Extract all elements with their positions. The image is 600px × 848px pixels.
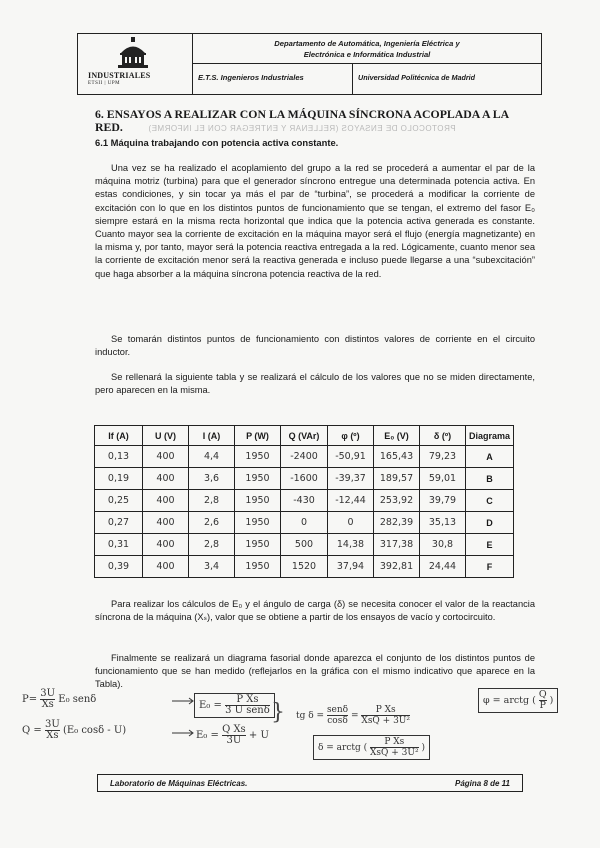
bleed-through-text: PROTOCOLO DE ENSAYOS (RELLENAR Y ENTREGAR CON EL INFORME) [148, 124, 456, 133]
diagram-label: D [466, 512, 514, 534]
table-cell: 500 [281, 534, 328, 556]
table-cell: 2,8 [189, 490, 235, 512]
hw-denominator: Xs [41, 699, 54, 710]
hw-text: φ = arctg ( [483, 695, 536, 706]
hw-numerator: P Xs [370, 737, 419, 748]
table-header-cell: If (A) [95, 426, 143, 446]
hw-text: = [350, 711, 359, 721]
table-row [95, 468, 514, 490]
hw-numerator: 3U [40, 688, 56, 699]
paragraph-2: Se tomarán distintos puntos de funcionamiento con distintos valores de corriente en el circuito inductor. [95, 334, 535, 358]
diagram-label: C [466, 490, 514, 512]
table-header-cell: δ (º) [420, 426, 466, 446]
table-cell: 0,13 [95, 446, 143, 468]
hw-text: δ = arctg ( [318, 743, 368, 753]
table-cell: 1950 [235, 556, 281, 578]
table-cell: 392,81 [374, 556, 420, 578]
hw-fraction [225, 695, 270, 716]
handwritten-phi-formula [478, 688, 558, 713]
table-header-cell: P (W) [235, 426, 281, 446]
hw-fraction [539, 690, 547, 711]
hw-text: E₀ senδ [58, 694, 97, 705]
table-row [95, 490, 514, 512]
table-header-cell: U (V) [143, 426, 189, 446]
table-cell: 3,6 [189, 468, 235, 490]
hw-denominator: cosδ [327, 716, 348, 726]
paragraph-5: Finalmente se realizará un diagrama fasorial donde aparezca el conjunto de los distintos puntos de funcionamiento que se han medido (reflejarlos en la gráfica con el mismo indicativo que aparece en la Tabla). [95, 653, 535, 690]
hw-denominator: 3U [226, 735, 242, 746]
table-cell: 1950 [235, 468, 281, 490]
hw-denominator: 3 U senδ [225, 705, 270, 716]
table-cell: 0,25 [95, 490, 143, 512]
hw-text: E₀ = [196, 730, 219, 741]
paragraph-4: Para realizar los cálculos de E₀ y el ángulo de carga (δ) se necesita conocer el valor de la reactancia síncrona de la máquina (Xₛ), valor que se obtiene a partir de los ensayos de vacío y cortocircuito. [95, 599, 535, 623]
section-title: 6. ENSAYOS A REALIZAR CON LA MÁQUINA SÍNCRONA ACOPLADA A LA RED. [95, 107, 509, 134]
table-cell: 317,38 [374, 534, 420, 556]
table-cell: 400 [143, 490, 189, 512]
table-row [95, 446, 514, 468]
hw-numerator: 3U [44, 719, 60, 730]
measurement-table [94, 425, 514, 578]
handwritten-e0-from-p [194, 693, 275, 718]
table-cell: 0 [328, 512, 374, 534]
diagram-label: B [466, 468, 514, 490]
hw-denominator: XsQ + 3U² [361, 716, 410, 726]
table-header-cell: Diagrama [466, 426, 514, 446]
handwritten-e0-from-q [196, 725, 269, 746]
table-cell: 14,38 [328, 534, 374, 556]
table-header-cell: φ (º) [328, 426, 374, 446]
hw-fraction [370, 737, 419, 758]
table-cell: 3,4 [189, 556, 235, 578]
paragraph-1: Una vez se ha realizado el acoplamiento del grupo a la red se procederá a aumentar el par de la máquina motriz (turbina) para que el generador síncrono entregue una determinada potencia activa. En estas condiciones, y sin tocar ya más el par de “turbina”, se procederá a modificar la corriente de excitación con lo que en los distintos puntos de funcionamiento que se tengan, el extremo del fasor E₀ siempre estará en la misma recta horizontal que indica que la potencia activa generada es constante. Cuanto mayor sea la corriente de excitación en la máquina mayor será el flujo (energía magnetizante) en la misma y, por tanto, mayor será la potencia reactiva entregada a la red. Lógicamente, cuanto menor sea la corriente de excitación menor será la reactiva generada e incluso puede llegarse a una “subexcitación” que haga absorber a la máquina síncrona potencia reactiva de la red. [95, 163, 535, 279]
table-row [95, 556, 514, 578]
hw-brace: } [271, 700, 285, 725]
department-line-2: Electrónica e Informática Industrial [303, 50, 431, 59]
table-cell: 2,8 [189, 534, 235, 556]
university-name: Universidad Politécnica de Madrid [358, 73, 476, 82]
table-cell: 35,13 [420, 512, 466, 534]
table-cell: 1950 [235, 490, 281, 512]
hw-numerator: senδ [326, 705, 349, 715]
table-cell: 400 [143, 446, 189, 468]
hw-denominator: P [539, 700, 546, 711]
hw-text: tg δ = [296, 711, 325, 721]
hw-fraction [361, 705, 410, 726]
hw-numerator: P Xs [225, 695, 270, 706]
building-icon [113, 36, 153, 72]
table-cell: 0,19 [95, 468, 143, 490]
handwritten-p-formula [22, 689, 96, 710]
handwritten-delta-formula [313, 735, 430, 760]
table-cell: 0 [281, 512, 328, 534]
table-row [95, 534, 514, 556]
table-cell: 1950 [235, 512, 281, 534]
table-header-cell: I (A) [189, 426, 235, 446]
table-cell: 79,23 [420, 446, 466, 468]
hw-denominator: Xs [46, 730, 59, 741]
hw-text: + U [248, 730, 269, 741]
table-cell: 189,57 [374, 468, 420, 490]
table-cell: 1950 [235, 534, 281, 556]
table-cell: -39,37 [328, 468, 374, 490]
hw-text: E₀ = [199, 700, 222, 711]
hw-denominator: XsQ + 3U² [370, 748, 419, 758]
table-cell: 2,6 [189, 512, 235, 534]
logo [78, 34, 193, 94]
table-cell: 282,39 [374, 512, 420, 534]
table-cell: 0,39 [95, 556, 143, 578]
department-line-1: Departamento de Automática, Ingeniería Eléctrica y [274, 39, 460, 48]
hw-text: P= [22, 694, 38, 705]
table-cell: -430 [281, 490, 328, 512]
handwritten-q-formula [22, 720, 126, 741]
hw-text: ) [421, 743, 425, 753]
table-header-row [95, 426, 514, 446]
hw-fraction [40, 689, 55, 710]
table-cell: 37,94 [328, 556, 374, 578]
handwritten-tg-delta [296, 705, 410, 726]
paragraph-3: Se rellenará la siguiente tabla y se realizará el cálculo de los valores que no se miden directamente, pero aparecen en la misma. [95, 372, 535, 396]
table-header-cell: Q (VAr) [281, 426, 328, 446]
footer-page-number: Página 8 de 11 [455, 778, 510, 788]
diagram-label: A [466, 446, 514, 468]
table-cell: 4,4 [189, 446, 235, 468]
hw-fraction [222, 725, 246, 746]
subsection-title: 6.1 Máquina trabajando con potencia activa constante. [95, 137, 339, 148]
footer-course: Laboratorio de Máquinas Eléctricas. [110, 778, 248, 788]
hw-text: (E₀ cosδ - U) [62, 725, 127, 736]
hw-fraction [45, 720, 60, 741]
table-cell: 165,43 [374, 446, 420, 468]
table-cell: -50,91 [328, 446, 374, 468]
table-row [95, 512, 514, 534]
table-cell: -1600 [281, 468, 328, 490]
hw-numerator: P Xs [361, 705, 410, 716]
hw-numerator: Q Xs [222, 724, 246, 735]
table-cell: 400 [143, 534, 189, 556]
logo-subtext: ETSII | UPM [88, 81, 121, 86]
hw-text: ) [549, 695, 554, 706]
department-name [193, 34, 541, 64]
table-cell: -2400 [281, 446, 328, 468]
table-cell: 59,01 [420, 468, 466, 490]
table-cell: 24,44 [420, 556, 466, 578]
hw-numerator: Q [538, 689, 547, 700]
table-cell: 400 [143, 468, 189, 490]
table-cell: 400 [143, 556, 189, 578]
table-cell: 39,79 [420, 490, 466, 512]
page-header [77, 33, 542, 95]
table-cell: 1520 [281, 556, 328, 578]
diagram-label: F [466, 556, 514, 578]
school-name: E.T.S. Ingenieros Industriales [193, 64, 353, 94]
table-cell: 0,31 [95, 534, 143, 556]
table-cell: -12,44 [328, 490, 374, 512]
hw-text: Q = [22, 725, 42, 736]
table-cell: 253,92 [374, 490, 420, 512]
logo-text: INDUSTRIALES [88, 71, 151, 80]
hw-fraction [327, 705, 348, 726]
table-cell: 0,27 [95, 512, 143, 534]
table-cell: 1950 [235, 446, 281, 468]
page-footer [97, 774, 523, 792]
table-cell: 400 [143, 512, 189, 534]
table-cell: 30,8 [420, 534, 466, 556]
table-header-cell: E₀ (V) [374, 426, 420, 446]
diagram-label: E [466, 534, 514, 556]
